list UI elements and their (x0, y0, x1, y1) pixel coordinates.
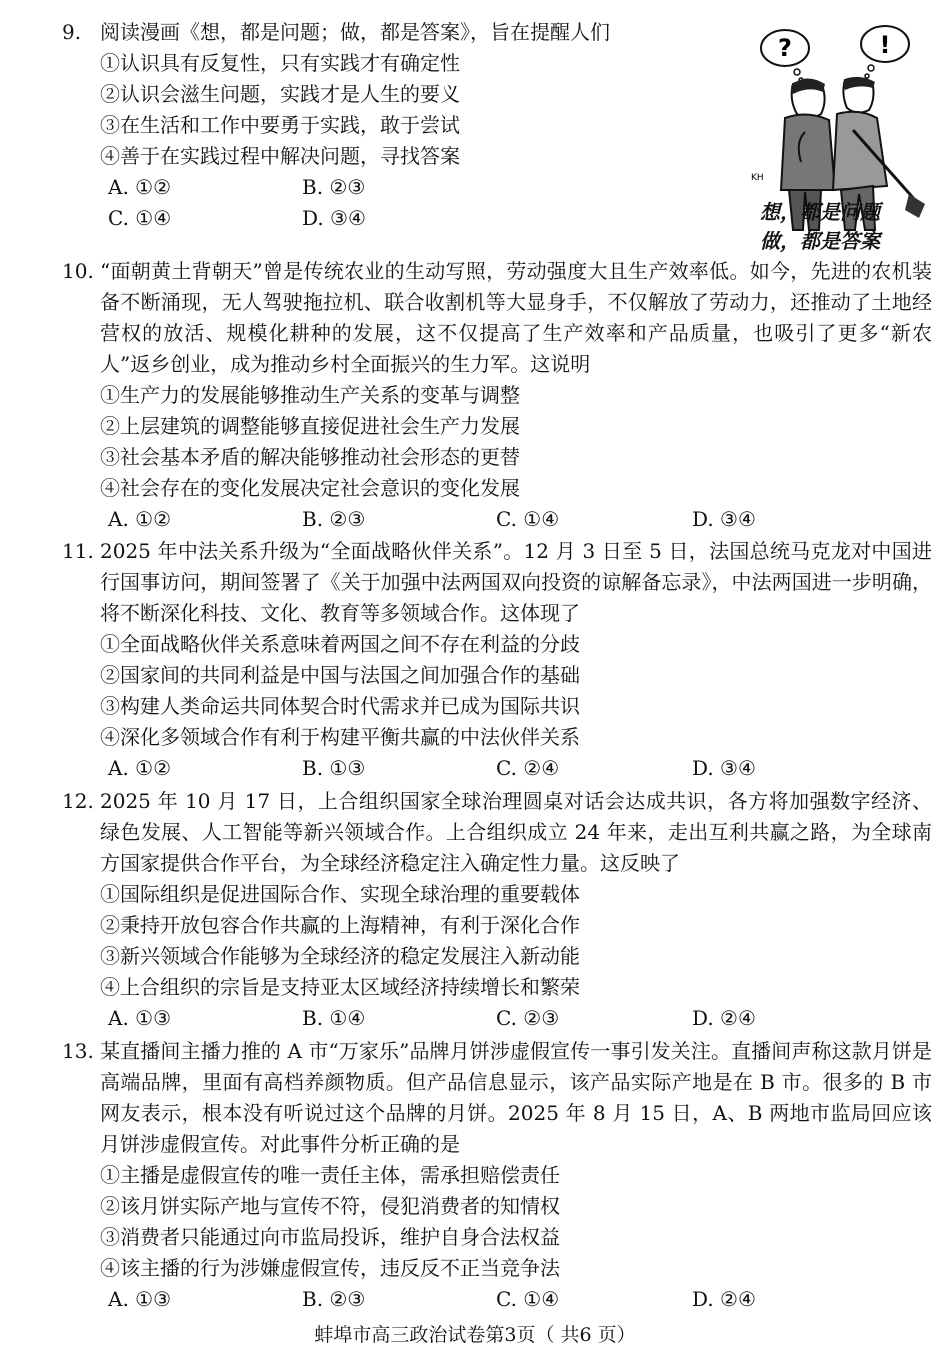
question-mark-icon: ? (778, 34, 792, 62)
question-9 (62, 17, 742, 234)
question-12 (62, 786, 932, 1034)
answer-choice-b[interactable]: B. ②③ (302, 507, 366, 531)
statement-option: ②认识会滋生问题，实践才是人生的要义 (100, 82, 460, 106)
statement-option: ④上合组织的宗旨是支持亚太区域经济持续增长和繁荣 (100, 975, 580, 999)
answer-choice-c[interactable]: C. ①④ (108, 206, 172, 230)
statement-option: ④该主播的行为涉嫌虚假宣传，违反反不正当竞争法 (100, 1256, 560, 1280)
statement-option: ④善于在实践过程中解决问题，寻找答案 (100, 144, 460, 168)
caption-line-1: 想，都是问题 (760, 200, 880, 224)
statement-option: ④深化多领域合作有利于构建平衡共赢的中法伙伴关系 (100, 725, 580, 749)
statement-option: ①全面战略伙伴关系意味着两国之间不存在利益的分歧 (100, 632, 580, 656)
question-11 (62, 536, 932, 784)
statement-option: ③在生活和工作中要勇于实践，敢于尝试 (100, 113, 460, 137)
question-stem (62, 256, 932, 380)
question-10 (62, 256, 932, 535)
page-footer: 蚌埠市高三政治试卷第3页（ 共6 页） (314, 1324, 636, 1346)
exclamation-mark-icon: ! (879, 31, 891, 59)
artist-signature: KH (751, 173, 764, 183)
question-text: 某直播间主播力推的 A 市“万家乐”品牌月饼涉虚假宣传一事引发关注。直播间声称这款月饼是高端品牌，里面有高档养颜物质。但产品信息显示，该产品实际产地是在 B 市。很多的 B 市网友表示，根本没有听说过这个品牌的月饼。2025 年 8 月 15 日，A、B 两地市监局回应该月饼涉虚假宣传。对此事件分析正确的是 (100, 1039, 932, 1156)
answer-choice-b[interactable]: B. ②③ (302, 175, 366, 199)
answer-choice-a[interactable]: A. ①② (108, 756, 172, 780)
statement-option: ①生产力的发展能够推动生产关系的变革与调整 (100, 383, 520, 407)
answer-choice-d[interactable]: D. ③④ (692, 756, 756, 780)
answer-choices-row (62, 172, 742, 203)
answer-choice-c[interactable]: C. ②③ (496, 1006, 560, 1030)
statement-option: ①国际组织是促进国际合作、实现全球治理的重要载体 (100, 882, 580, 906)
question-number: 13. (62, 1039, 94, 1063)
question-text: 阅读漫画《想，都是问题；做，都是答案》，旨在提醒人们 (100, 20, 610, 44)
question-stem (62, 786, 932, 879)
question-text: “面朝黄土背朝天”曾是传统农业的生动写照，劳动强度大且生产效率低。如今，先进的农机装备不断涌现，无人驾驶拖拉机、联合收割机等大显身手，不仅解放了劳动力，还推动了土地经营权的放活、规模化耕种的发展，这不仅提高了生产效率和产品质量，也吸引了更多“新农人”返乡创业，成为推动乡村全面振兴的生力军。这说明 (100, 259, 932, 376)
answer-choice-c[interactable]: C. ①④ (496, 507, 560, 531)
answer-choices-row (62, 504, 932, 535)
question-number: 12. (62, 789, 94, 813)
question-number: 11. (62, 539, 94, 563)
statement-option: ②上层建筑的调整能够直接促进社会生产力发展 (100, 414, 520, 438)
question-text: 2025 年 10 月 17 日，上合组织国家全球治理圆桌对话会达成共识，各方将加强数字经济、绿色发展、人工智能等新兴领域合作。上合组织成立 24 年来，走出互利共赢之路，为全球南方国家提供合作平台，为全球经济稳定注入确定性力量。这反映了 (100, 789, 932, 875)
statement-option: ②该月饼实际产地与宣传不符，侵犯消费者的知情权 (100, 1194, 560, 1218)
question-13 (62, 1036, 932, 1315)
answer-choices-row (62, 203, 742, 234)
question-text: 2025 年中法关系升级为“全面战略伙伴关系”。12 月 3 日至 5 日，法国总统马克龙对中国进行国事访问，期间签署了《关于加强中法两国双向投资的谅解备忘录》，中法两国进一步明确，将不断深化科技、文化、教育等多领域合作。这体现了 (100, 539, 932, 625)
answer-choice-d[interactable]: D. ③④ (692, 507, 756, 531)
answer-choices-row (62, 753, 932, 784)
answer-choice-d[interactable]: D. ③④ (302, 206, 366, 230)
question-stem (62, 1036, 932, 1160)
question-number: 10. (62, 259, 94, 283)
caption-line-2: 做，都是答案 (760, 229, 880, 253)
question-stem (62, 17, 742, 48)
statement-option: ①主播是虚假宣传的唯一责任主体，需承担赔偿责任 (100, 1163, 560, 1187)
statement-option: ③新兴领域合作能够为全球经济的稳定发展注入新动能 (100, 944, 580, 968)
question-number: 9. (62, 20, 82, 44)
answer-choice-b[interactable]: B. ②③ (302, 1287, 366, 1311)
answer-choice-c[interactable]: C. ②④ (496, 756, 560, 780)
statement-option: ①认识具有反复性，只有实践才有确定性 (100, 51, 460, 75)
statement-option: ③社会基本矛盾的解决能够推动社会形态的更替 (100, 445, 520, 469)
answer-choice-a[interactable]: A. ①③ (108, 1287, 172, 1311)
answer-choice-b[interactable]: B. ①④ (302, 1006, 366, 1030)
statement-option: ②秉持开放包容合作共赢的上海精神，有利于深化合作 (100, 913, 580, 937)
answer-choice-d[interactable]: D. ②④ (692, 1287, 756, 1311)
statement-option: ③消费者只能通过向市监局投诉，维护自身合法权益 (100, 1225, 560, 1249)
answer-choice-d[interactable]: D. ②④ (692, 1006, 756, 1030)
statement-option: ④社会存在的变化发展决定社会意识的变化发展 (100, 476, 520, 500)
question-stem (62, 536, 932, 629)
answer-choices-row (62, 1003, 932, 1034)
answer-choice-b[interactable]: B. ①③ (302, 756, 366, 780)
cartoon-caption (760, 196, 930, 254)
answer-choices-row (62, 1284, 932, 1315)
statement-option: ②国家间的共同利益是中国与法国之间加强合作的基础 (100, 663, 580, 687)
answer-choice-c[interactable]: C. ①④ (496, 1287, 560, 1311)
answer-choice-a[interactable]: A. ①② (108, 507, 172, 531)
answer-choice-a[interactable]: A. ①② (108, 175, 172, 199)
statement-option: ③构建人类命运共同体契合时代需求并已成为国际共识 (100, 694, 580, 718)
answer-choice-a[interactable]: A. ①③ (108, 1006, 172, 1030)
